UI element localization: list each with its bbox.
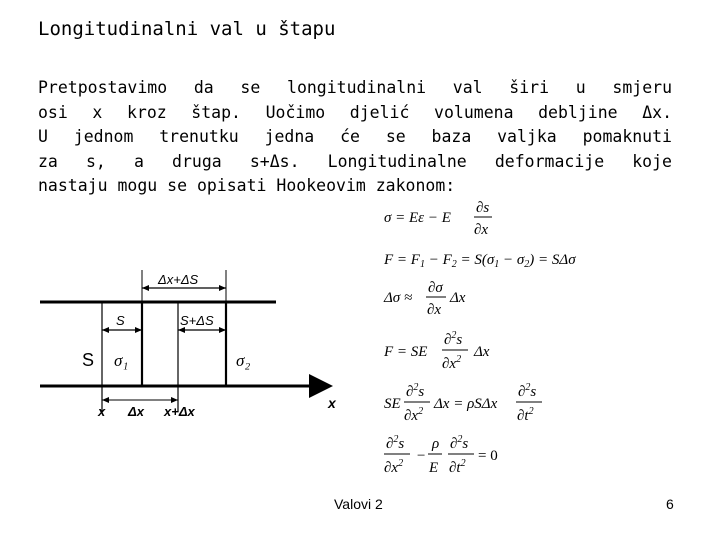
paragraph-line: nastaju mogu se opisati Hookeovim zakonom: [38, 176, 456, 195]
svg-text:F = SE: F = SE [384, 344, 428, 360]
svg-text:∂2s: ∂$^2$s [386, 434, 405, 452]
svg-text:∂2s: ∂$^2$s [444, 330, 463, 348]
hooke-law-equation [384, 200, 492, 238]
newton-equation [384, 382, 542, 424]
wave-equation [384, 434, 498, 476]
bottom-dx-label: Δx [128, 404, 144, 419]
x-axis-label: x [328, 395, 336, 411]
svg-text:∂σ: ∂σ [428, 280, 443, 296]
s-plus-ds-label: S+ΔS [180, 313, 214, 328]
svg-text:∂x: ∂x [427, 302, 442, 318]
svg-text:∂t2: $\partial t^2$ [449, 458, 466, 476]
svg-text:∂x2: $\partial x^2$ [404, 406, 424, 424]
svg-text:Δx = ρSΔx: Δx = ρSΔx [434, 396, 498, 412]
paragraph-line: za s, a druga s+Δs. Longitudinalne deformacije koje [38, 151, 672, 171]
svg-text:= 0: = 0 [478, 448, 498, 464]
svg-text:−: − [416, 448, 427, 464]
equations [380, 190, 610, 480]
s-label: S [116, 313, 125, 328]
paragraph-line: Pretpostavimo da se longitudinalni val širi u smjeru [38, 78, 672, 97]
svg-text:Δx: Δx [450, 290, 466, 306]
svg-text:∂t2: $\partial t^2$ [517, 406, 534, 424]
rod-diagram [30, 262, 350, 432]
bottom-x-label: x [98, 404, 106, 419]
bottom-x-dx-label: x+Δx [164, 404, 195, 419]
svg-text:∂2s: ∂$^2$s [450, 434, 469, 452]
svg-text:Δσ ≈: Δσ ≈ [384, 290, 413, 306]
page-number: 6 [666, 496, 674, 512]
svg-text:F = F1 − F2 = S(σ1 − σ2) = SΔσ: $F = F_1 - F_2 = S(\sigma_1 - \sigma_2) = S\Delta\sigma$ [384, 252, 576, 270]
sigma1-label: σ₁ [114, 351, 129, 370]
delta-sigma-equation [383, 280, 466, 318]
svg-text:∂s: ∂s [476, 200, 490, 216]
svg-text:∂2s: ∂$^2$s [406, 382, 425, 400]
area-label: S [82, 350, 95, 370]
top-dimension-label: Δx+ΔS [158, 272, 199, 287]
paragraph-line: U jednom trenutku jedna će se baza valjka pomaknuti [38, 127, 672, 146]
svg-text:σ = Eε − E: σ = Eε − E [384, 210, 451, 226]
svg-text:∂x2: $\partial x^2$ [384, 458, 404, 476]
svg-text:∂2s: ∂$^2$s [518, 382, 537, 400]
svg-text:∂x: ∂x [474, 222, 489, 238]
svg-text:ρ: ρ [432, 436, 440, 452]
svg-text:∂x2: $\partial x^2$ [442, 354, 462, 372]
svg-text:Δx: Δx [474, 344, 490, 360]
paragraph-line: osi x kroz štap. Uočimo djelić volumena debljine Δx. [38, 102, 672, 122]
svg-text:SE: SE [384, 396, 401, 412]
intro-paragraph [38, 76, 672, 199]
slide-title: Longitudinalni val u štapu [38, 18, 336, 40]
sigma2-label: σ₂ [236, 351, 251, 370]
force-second-derivative-equation [383, 330, 490, 372]
force-equation [383, 252, 576, 270]
footer-course: Valovi 2 [334, 496, 383, 512]
svg-text:E: E [429, 460, 439, 476]
